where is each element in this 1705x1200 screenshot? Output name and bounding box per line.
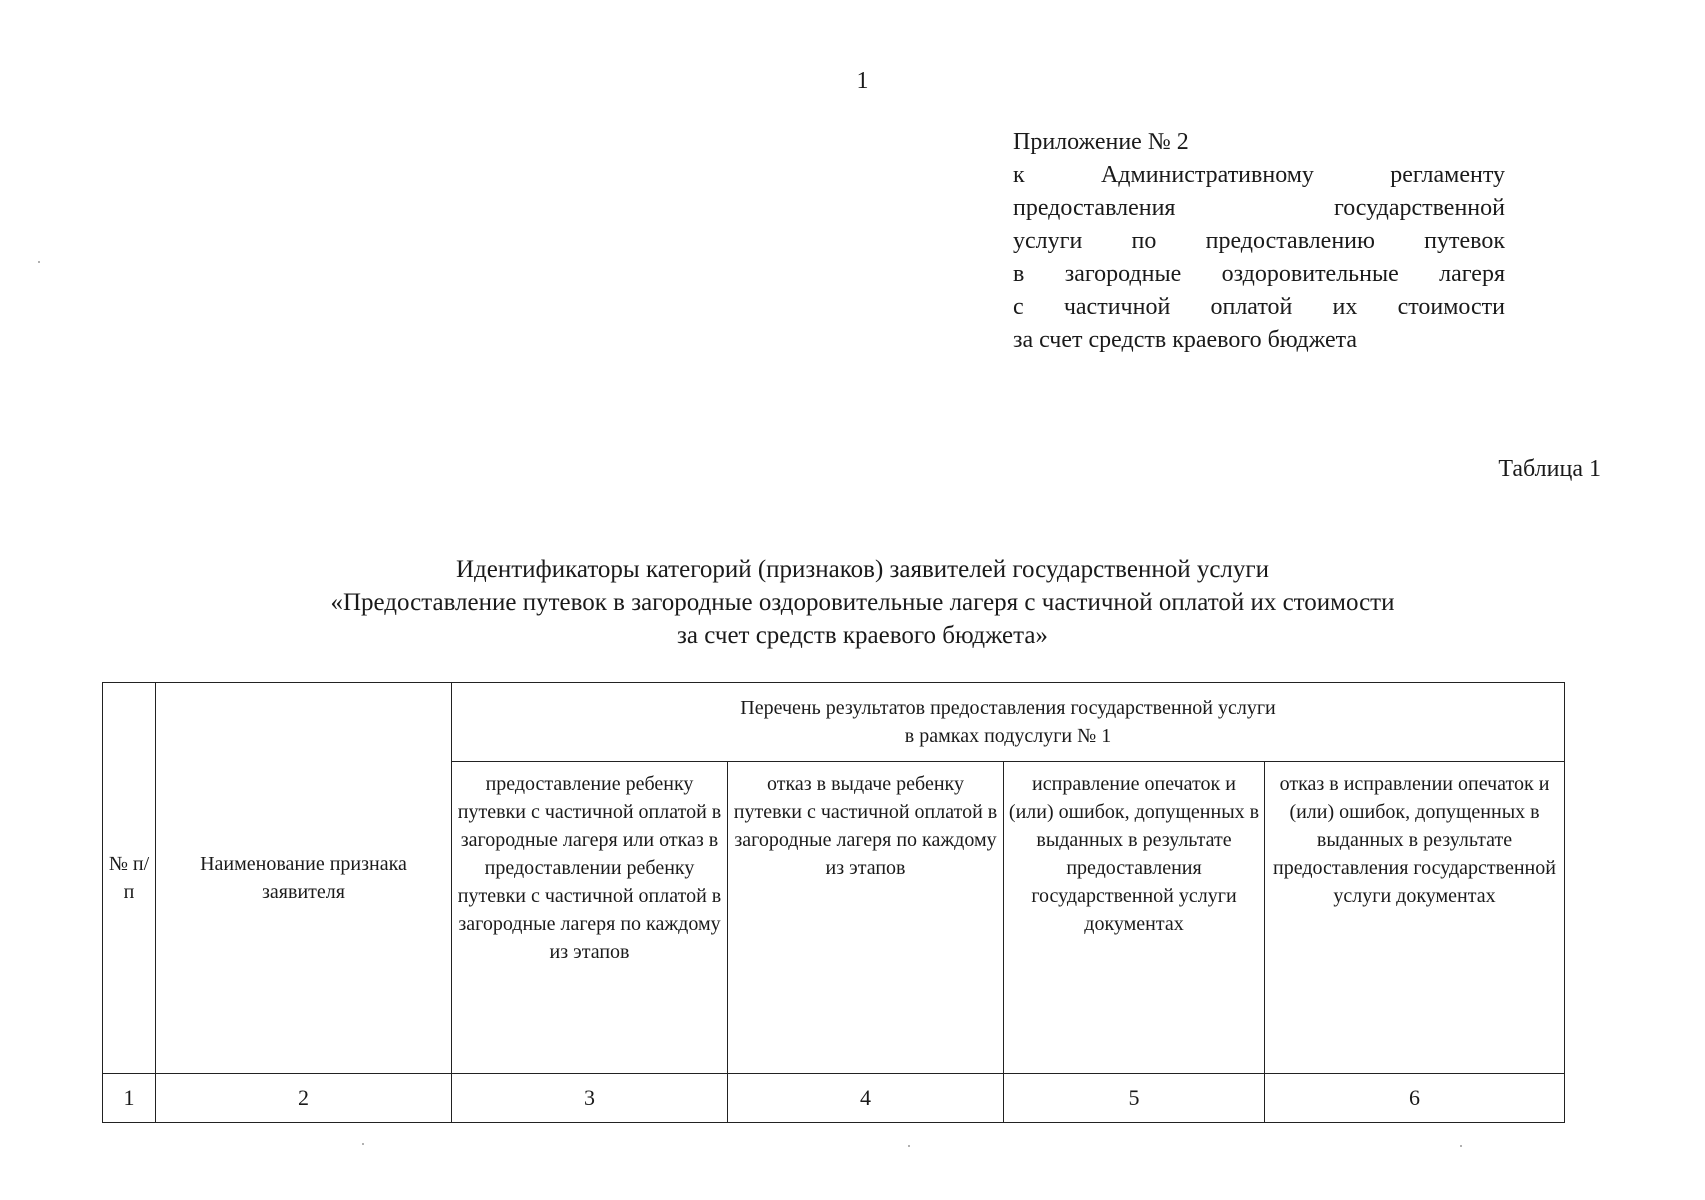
header-result-5: исправление опечаток и (или) ошибок, допущенных в выданных в результате предоставления государственной услуги документах [1004,762,1265,1074]
scan-speck [1460,1145,1462,1147]
scan-speck [362,1143,364,1145]
column-number: 3 [452,1074,728,1123]
header-results-group [452,683,1565,762]
column-number: 5 [1004,1074,1265,1123]
appendix-line: к Административному регламенту [1013,162,1505,188]
appendix-line: за счет средств краевого бюджета [1013,327,1358,353]
appendix-block [1013,126,1505,357]
document-title [0,553,1705,652]
column-number: 4 [728,1074,1004,1123]
column-number: 6 [1265,1074,1565,1123]
table-label: Таблица 1 [1498,456,1601,482]
column-number-row [103,1074,1565,1123]
scan-speck [38,261,40,263]
appendix-line: в загородные оздоровительные лагеря [1013,261,1505,287]
title-line: Идентификаторы категорий (признаков) заявителей государственной услуги [455,556,1270,583]
header-result-6: отказ в исправлении опечаток и (или) ошибок, допущенных в выданных в результате предоставления государственной услуги документах [1265,762,1565,1074]
appendix-line: с частичной оплатой их стоимости [1013,294,1505,320]
identifiers-table [102,682,1565,1123]
appendix-line: Приложение № 2 [1013,129,1189,155]
header-applicant-attribute: Наименование признака заявителя [156,683,452,1074]
page-number: 1 [856,68,869,94]
title-line: «Предоставление путевок в загородные оздоровительные лагеря с частичной оплатой их стоимости [330,589,1395,616]
header-number: № п/п [103,683,156,1074]
header-results-line: Перечень результатов предоставления государственной услуги [740,697,1276,719]
scan-speck [908,1145,910,1147]
header-results-line: в рамках подуслуги № 1 [904,725,1112,747]
header-result-3: предоставление ребенку путевки с частичной оплатой в загородные лагеря или отказ в предоставлении ребенку путевки с частичной оплатой в загородные лагеря по каждому из этапов [452,762,728,1074]
appendix-line: предоставления государственной [1013,195,1505,221]
appendix-line: услуги по предоставлению путевок [1013,228,1505,254]
column-number: 2 [156,1074,452,1123]
header-result-4: отказ в выдаче ребенку путевки с частичной оплатой в загородные лагеря по каждому из этапов [728,762,1004,1074]
column-number: 1 [103,1074,156,1123]
title-line: за счет средств краевого бюджета» [677,622,1048,649]
